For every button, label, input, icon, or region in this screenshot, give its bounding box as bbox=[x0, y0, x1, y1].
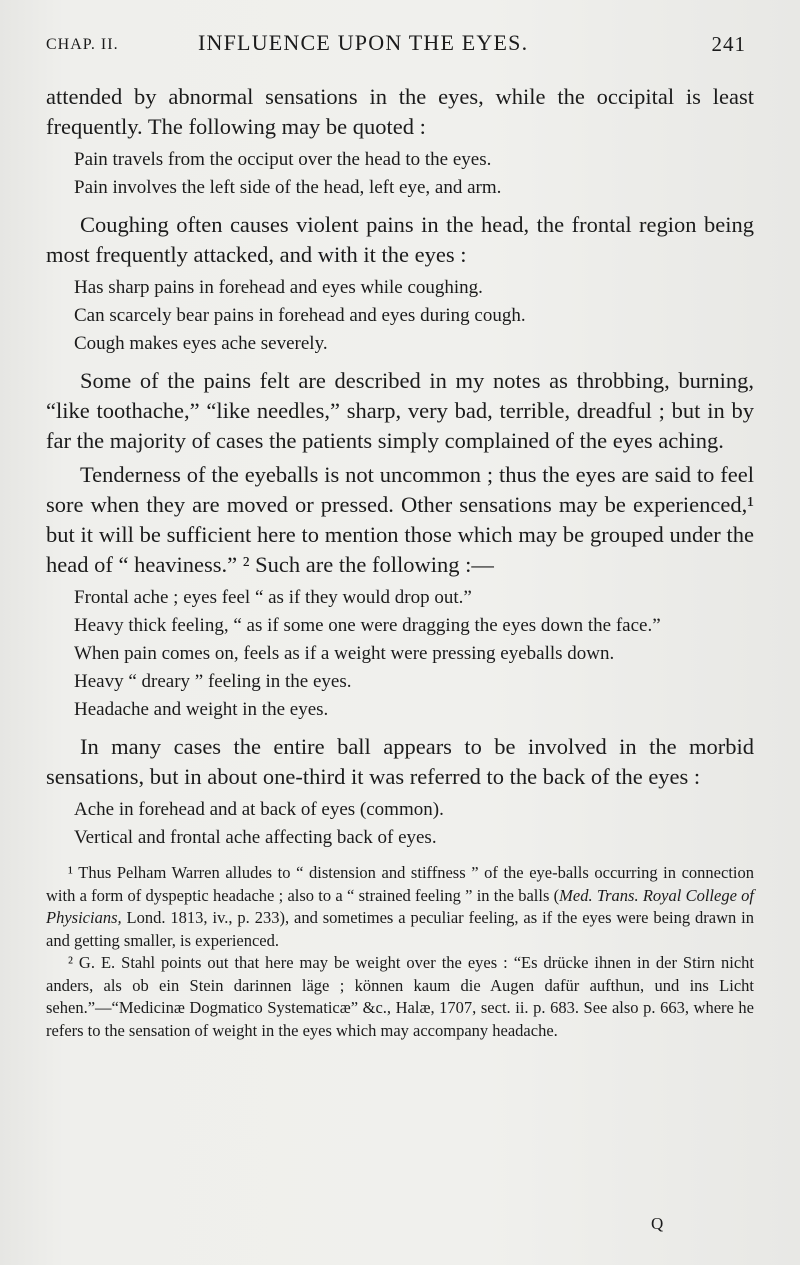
paragraph-5: In many cases the entire ball appears to be involved in the morbid sensations, but in about one-third it was referred to the back of the eyes : bbox=[46, 734, 754, 789]
chapter-label: CHAP. II. bbox=[46, 36, 119, 53]
footnotes bbox=[46, 862, 754, 1042]
footnote-1-text-b: Lond. 1813, iv., p. 233), and sometimes a peculiar feeling, as if the eyes were being drawn in and getting smaller, is experienced. bbox=[46, 908, 754, 950]
footnote-1-text-a: ¹ Thus Pelham Warren alludes to “ distension and stiffness ” of the eye-balls occurring in connection with a form of dyspeptic headache ; also to a “ strained feeling ” in the balls ( bbox=[46, 863, 754, 905]
quote-line: Frontal ache ; eyes feel “ as if they would drop out.” bbox=[74, 587, 472, 608]
page-body bbox=[46, 82, 754, 1042]
signature-mark: Q bbox=[651, 1214, 664, 1233]
quote-line: When pain comes on, feels as if a weight were pressing eyeballs down. bbox=[74, 643, 615, 664]
quote-line: Heavy “ dreary ” feeling in the eyes. bbox=[74, 671, 352, 692]
footnote-1 bbox=[46, 862, 754, 952]
quote-line: Ache in forehead and at back of eyes (common). bbox=[74, 799, 444, 820]
paragraph-4: Tenderness of the eyeballs is not uncommon ; thus the eyes are said to feel sore when they are moved or pressed. Other sensations may be experienced,¹ but it will be sufficient here to mention those which may be grouped under the head of “ heaviness.” ² Such are the following :— bbox=[46, 462, 754, 577]
paragraph-3: Some of the pains felt are described in my notes as throbbing, burning, “like toothache,” “like needles,” sharp, very bad, terrible, dreadful ; but in by far the majority of cases the patients simply complained of the eyes aching. bbox=[46, 368, 754, 453]
footnote-1-citation: Med. Trans. Royal College of Physicians, bbox=[46, 885, 754, 927]
page-number: 241 bbox=[711, 32, 746, 56]
running-header bbox=[46, 30, 750, 62]
footnote-2: ² G. E. Stahl points out that here may be weight over the eyes : “Es drücke ihnen in der Stirn nicht anders, als ob ein Stein darinnen läge ; können kaum die Augen dafür aufthun, und ins Licht sehen.”—“Medicinæ Dogmatico Systematicæ” &c., Halæ, 1707, sect. ii. p. 683. See also p. 663, where he refers to the sensation of weight in the eyes which may accompany headache. bbox=[46, 953, 754, 1040]
quote-line: Can scarcely bear pains in forehead and eyes during cough. bbox=[74, 305, 526, 326]
quote-line: Headache and weight in the eyes. bbox=[74, 699, 329, 720]
quote-line: Pain travels from the occiput over the head to the eyes. bbox=[74, 149, 492, 170]
paragraph-1: attended by abnormal sensations in the eyes, while the occipital is least frequently. The following may be quoted : bbox=[46, 84, 754, 139]
quote-line: Has sharp pains in forehead and eyes while coughing. bbox=[74, 277, 483, 298]
page-title: INFLUENCE UPON THE EYES. bbox=[198, 30, 529, 55]
quote-line: Pain involves the left side of the head, left eye, and arm. bbox=[74, 177, 502, 198]
quote-line: Cough makes eyes ache severely. bbox=[74, 333, 328, 354]
paragraph-2: Coughing often causes violent pains in the head, the frontal region being most frequently attacked, and with it the eyes : bbox=[46, 212, 754, 267]
quote-line: Heavy thick feeling, “ as if some one were dragging the eyes down the face.” bbox=[74, 615, 661, 636]
quote-line: Vertical and frontal ache affecting back of eyes. bbox=[74, 827, 437, 848]
